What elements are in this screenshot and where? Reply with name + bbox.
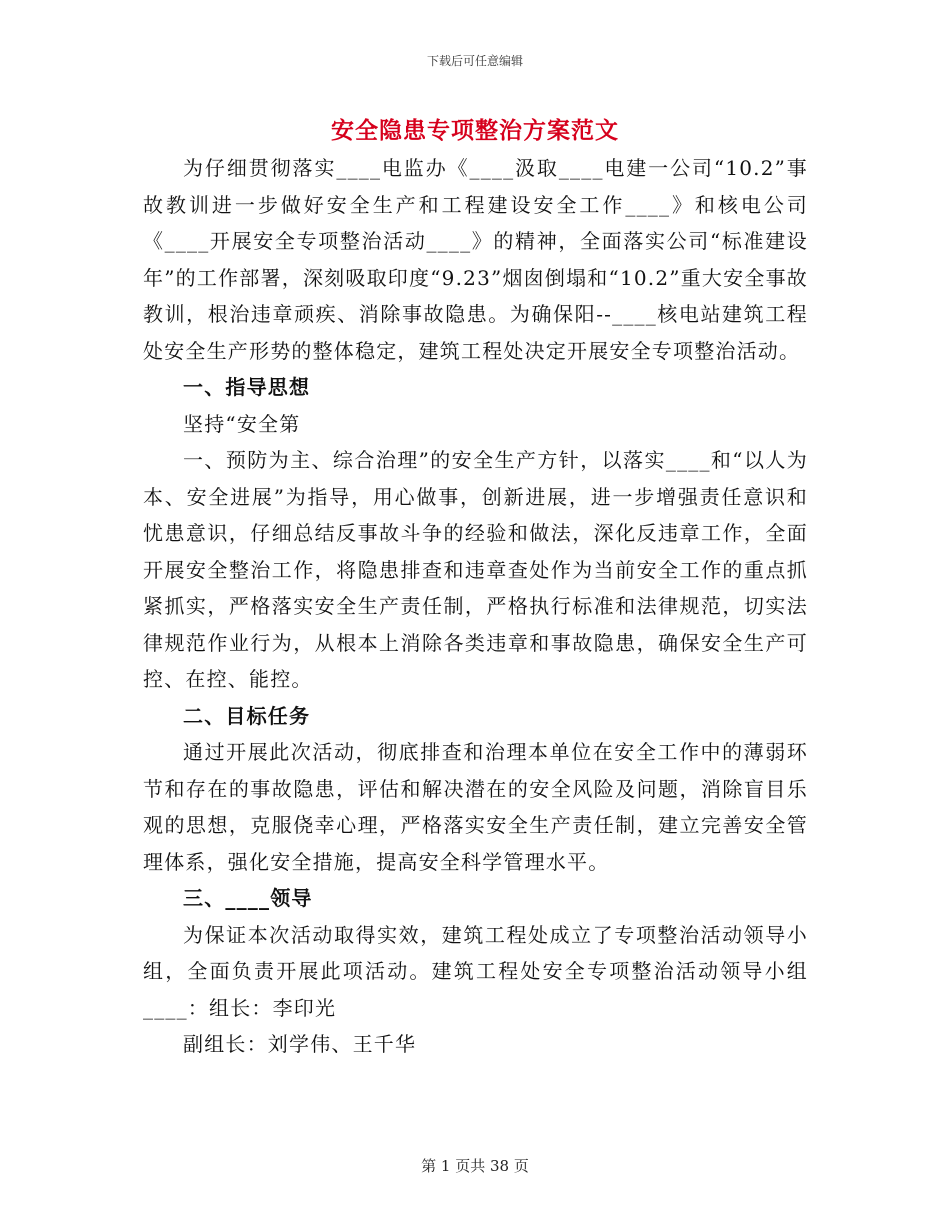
page-header: 下载后可任意编辑 bbox=[426, 54, 523, 68]
intro-paragraph: 为仔细贯彻落实____电监办《____汲取____电建一公司“10.2”事故教训进一步做好安全生产和工程建设安全工作____》和核电公司《____开展安全专项整治活动____》的精神，全面落实公司“标准建设年”的工作部署，深刻吸取印度“9.23”烟囱倒塌和“10.2”重大安全事故教训，根治违章顽疾、消除事故隐患。为确保阳--____核电站建筑工程处安全生产形势的整体稳定，建筑工程处决定开展安全专项整治活动。 bbox=[143, 156, 808, 363]
section3-paragraph-1: 为保证本次活动取得实效，建筑工程处成立了专项整治活动领导小组，全面负责开展此项活动。建筑工程处安全专项整治活动领导小组____：组长：李印光 bbox=[143, 922, 808, 1020]
section1-paragraph-1: 坚持“安全第 bbox=[183, 411, 301, 436]
page-footer: 第 1 页共 38 页 bbox=[421, 1157, 529, 1175]
document-body bbox=[143, 150, 808, 1063]
section2-paragraph-1: 通过开展此次活动，彻底排查和治理本单位在安全工作中的薄弱环节和存在的事故隐患，评估和解决潜在的安全风险及问题，消除盲目乐观的思想，克服侥幸心理，严格落实安全生产责任制，建立完善安全管理体系，强化安全措施，提高安全科学管理水平。 bbox=[143, 740, 808, 874]
section-heading-3: 三、____领导 bbox=[183, 886, 313, 910]
section-heading-2: 二、目标任务 bbox=[183, 703, 311, 728]
section1-paragraph-2: 一、预防为主、综合治理”的安全生产方针，以落实____和“以人为本、安全进展”为指导，用心做事，创新进展，进一步增强责任意识和忧患意识，仔细总结反事故斗争的经验和做法，深化反违章工作，全面开展安全整治工作，将隐患排查和违章查处作为当前安全工作的重点抓紧抓实，严格落实安全生产责任制，严格执行标准和法律规范，切实法律规范作业行为，从根本上消除各类违章和事故隐患，确保安全生产可控、在控、能控。 bbox=[143, 448, 808, 691]
section3-paragraph-2: 副组长：刘学伟、王千华 bbox=[183, 1032, 417, 1056]
section-heading-1: 一、指导思想 bbox=[183, 375, 311, 399]
document-title: 安全隐患专项整治方案范文 bbox=[331, 118, 619, 144]
